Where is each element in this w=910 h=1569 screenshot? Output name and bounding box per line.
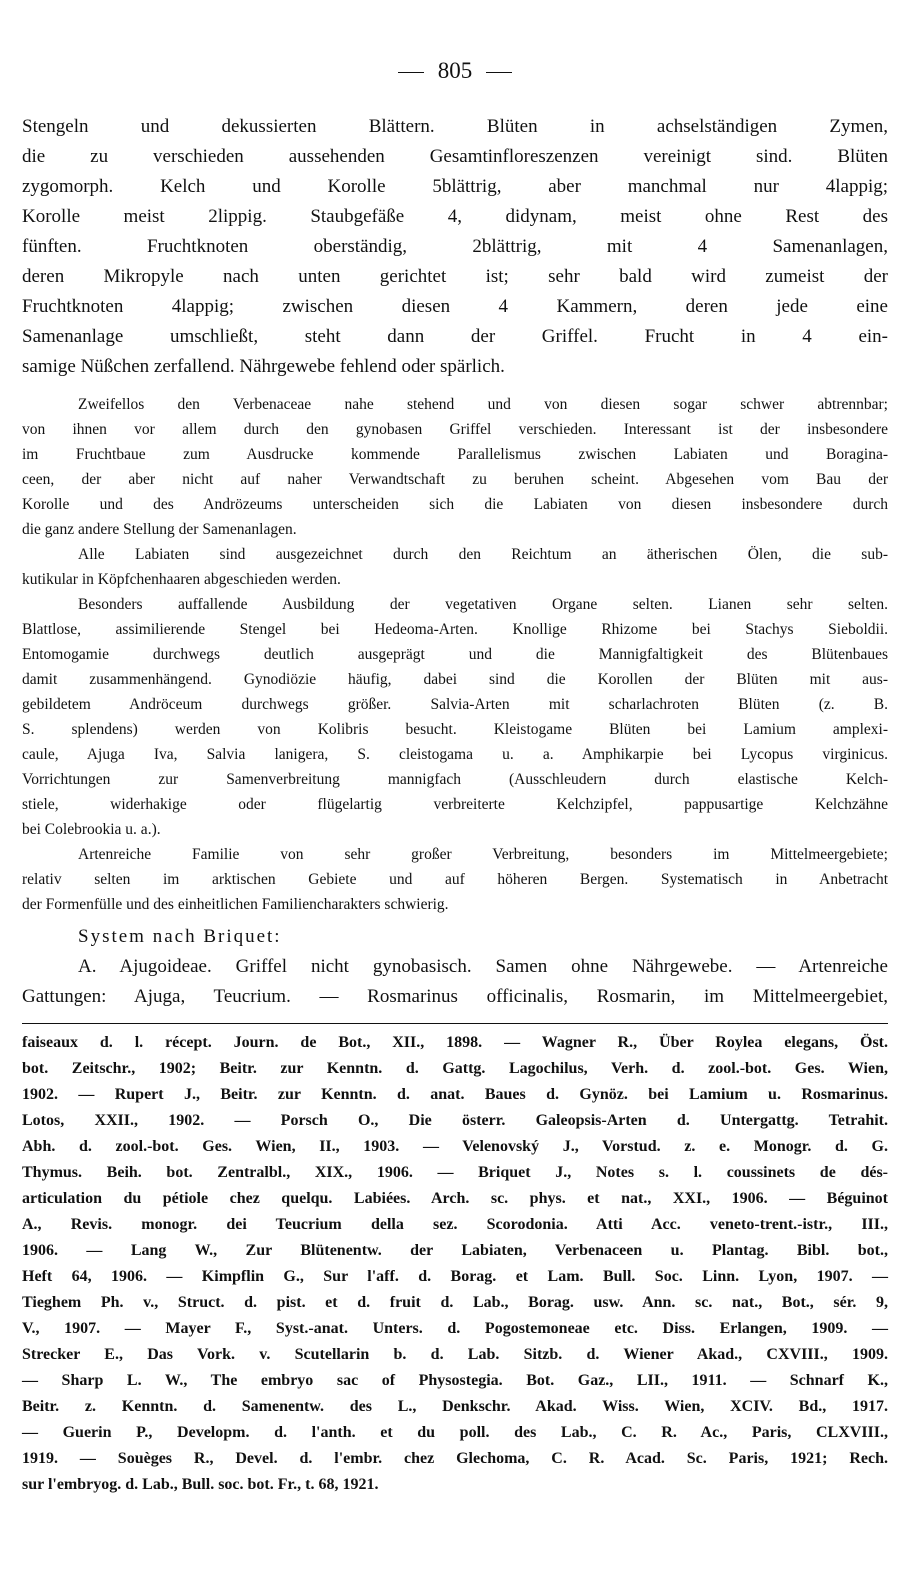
footnote-line: Strecker E., Das Vork. v. Scutellarin b. d. Lab. Sitzb. d. Wiener Akad., CXVIII., 1909. bbox=[22, 1346, 888, 1363]
footnote-line: — Guerin P., Developm. d. l'anth. et du poll. des Lab., C. R. Ac., Paris, CLXVIII., bbox=[22, 1424, 888, 1441]
footnote-line: 1919. — Souèges R., Devel. d. l'embr. chez Glechoma, C. R. Acad. Sc. Paris, 1921; Rech. bbox=[22, 1450, 888, 1467]
footnote-line: 1902. — Rupert J., Beitr. zur Kenntn. d. anat. Baues d. Gynöz. bei Lamium u. Rosmarinus. bbox=[22, 1086, 888, 1103]
paragraph-affinity-line: von ihnen vor allem durch den gynobasen Griffel verschieden. Interessant ist der insbesondere bbox=[22, 421, 888, 438]
paragraph-organs-line: bei Colebrookia u. a.). bbox=[22, 821, 161, 838]
paragraph-distribution-line: der Formenfülle und des einheitlichen Familiencharakters schwierig. bbox=[22, 896, 449, 913]
paragraph-affinity-line: Zweifellos den Verbenaceae nahe stehend und von diesen sogar schwer abtrennbar; bbox=[78, 396, 888, 413]
page-number-header bbox=[0, 56, 910, 86]
text-line: samige Nüßchen zerfallend. Nährgewebe fehlend oder spärlich. bbox=[22, 356, 505, 377]
footnote-line: Lotos, XXII., 1902. — Porsch O., Die österr. Galeopsis-Arten d. Untergattg. Tetrahit. bbox=[22, 1112, 888, 1129]
text-line: die zu verschieden aussehenden Gesamtinfloreszenzen vereinigt sind. Blüten bbox=[22, 146, 888, 167]
paragraph-distribution-line: relativ selten im arktischen Gebiete und auf höheren Bergen. Systematisch in Anbetracht bbox=[22, 871, 888, 888]
paragraph-distribution-line: Artenreiche Familie von sehr großer Verbreitung, besonders im Mittelmeergebiete; bbox=[78, 846, 888, 863]
paragraph-organs-line: Besonders auffallende Ausbildung der vegetativen Organe selten. Lianen sehr selten. bbox=[78, 596, 888, 613]
paragraph-affinity-line: Korolle und des Andrözeums unterscheiden sich die Labiaten von diesen insbesondere durch bbox=[22, 496, 888, 513]
footnote-line: 1906. — Lang W., Zur Blütenentw. der Labiaten, Verbenaceen u. Plantag. Bibl. bot., bbox=[22, 1242, 888, 1259]
footnote-line: Heft 64, 1906. — Kimpflin G., Sur l'aff. d. Borag. et Lam. Bull. Soc. Linn. Lyon, 1907. — bbox=[22, 1268, 888, 1285]
system-heading: System nach Briquet: bbox=[78, 926, 282, 947]
paragraph-organs-line: damit zusammenhängend. Gynodiözie häufig, dabei sind die Korollen der Blüten mit aus- bbox=[22, 671, 888, 688]
text-line: fünften. Fruchtknoten oberständig, 2blättrig, mit 4 Samenanlagen, bbox=[22, 236, 888, 257]
footnote-line: Tieghem Ph. v., Struct. d. pist. et d. fruit d. Lab., Borag. usw. Ann. sc. nat., Bot., sér. 9, bbox=[22, 1294, 888, 1311]
remarks-section bbox=[22, 392, 888, 917]
page-number: 805 bbox=[437, 58, 473, 83]
text-line: Stengeln und dekussierten Blättern. Blüten in achselständigen Zymen, bbox=[22, 116, 888, 137]
system-section bbox=[22, 922, 888, 1012]
text-line: Samenanlage umschließt, steht dann der Griffel. Frucht in 4 ein- bbox=[22, 326, 888, 347]
footnote-line: sur l'embryog. d. Lab., Bull. soc. bot. Fr., t. 68, 1921. bbox=[22, 1476, 379, 1493]
paragraph-oils-line: kutikular in Köpfchenhaaren abgeschieden werden. bbox=[22, 571, 341, 588]
footnote-bibliography bbox=[22, 1030, 888, 1498]
footnote-line: Thymus. Beih. bot. Zentralbl., XIX., 1906. — Briquet J., Notes s. l. coussinets de dés- bbox=[22, 1164, 888, 1181]
paragraph-organs-line: Blattlose, assimilierende Stengel bei Hedeoma-Arten. Knollige Rhizome bei Stachys Sieboldii. bbox=[22, 621, 888, 638]
paragraph-organs-line: caule, Ajuga Iva, Salvia lanigera, S. cleistogama u. a. Amphikarpie bei Lycopus virginicus. bbox=[22, 746, 888, 763]
text-line: Korolle meist 2lippig. Staubgefäße 4, didynam, meist ohne Rest des bbox=[22, 206, 888, 227]
footnote-line: Abh. d. zool.-bot. Ges. Wien, II., 1903. — Velenovský J., Vorstud. z. e. Monogr. d. G. bbox=[22, 1138, 888, 1155]
right-dash bbox=[486, 72, 512, 73]
footnote-line: articulation du pétiole chez quelqu. Labiées. Arch. sc. phys. et nat., XXI., 1906. — Béguinot bbox=[22, 1190, 888, 1207]
paragraph-organs-line: stiele, widerhakige oder flügelartig verbreiterte Kelchzipfel, pappusartige Kelchzähne bbox=[22, 796, 888, 813]
text-line: Fruchtknoten 4lappig; zwischen diesen 4 Kammern, deren jede eine bbox=[22, 296, 888, 317]
footnote-line: faiseaux d. l. récept. Journ. de Bot., XII., 1898. — Wagner R., Über Roylea elegans, Öst. bbox=[22, 1034, 888, 1051]
footnote-line: A., Revis. monogr. dei Teucrium della sez. Scorodonia. Atti Acc. veneto-trent.-istr., III., bbox=[22, 1216, 888, 1233]
paragraph-affinity-line: ceen, der aber nicht auf naher Verwandtschaft zu beruhen scheint. Abgesehen vom Bau der bbox=[22, 471, 888, 488]
subfamily-line: Gattungen: Ajuga, Teucrium. — Rosmarinus officinalis, Rosmarin, im Mittelmeergebiet, bbox=[22, 986, 888, 1007]
left-dash bbox=[398, 72, 424, 73]
family-description bbox=[22, 112, 888, 382]
paragraph-organs-line: Entomogamie durchwegs deutlich ausgeprägt und die Mannigfaltigkeit des Blütenbaues bbox=[22, 646, 888, 663]
subfamily-line: A. Ajugoideae. Griffel nicht gynobasisch. Samen ohne Nährgewebe. — Artenreiche bbox=[78, 956, 888, 977]
paragraph-organs-line: S. splendens) werden von Kolibris besucht. Kleistogame Blüten bei Lamium amplexi- bbox=[22, 721, 888, 738]
footnote-divider bbox=[22, 1023, 888, 1024]
paragraph-affinity-line: im Fruchtbaue zum Ausdrucke kommende Parallelismus zwischen Labiaten und Boragina- bbox=[22, 446, 888, 463]
footnote-line: Beitr. z. Kenntn. d. Samenentw. des L., Denkschr. Akad. Wiss. Wien, XCIV. Bd., 1917. bbox=[22, 1398, 888, 1415]
text-line: deren Mikropyle nach unten gerichtet ist; sehr bald wird zumeist der bbox=[22, 266, 888, 287]
footnote-line: bot. Zeitschr., 1902; Beitr. zur Kenntn. d. Gattg. Lagochilus, Verh. d. zool.-bot. Ges. Wien, bbox=[22, 1060, 888, 1077]
footnote-line: V., 1907. — Mayer F., Syst.-anat. Unters. d. Pogostemoneae etc. Diss. Erlangen, 1909. — bbox=[22, 1320, 888, 1337]
text-line: zygomorph. Kelch und Korolle 5blättrig, aber manchmal nur 4lappig; bbox=[22, 176, 888, 197]
footnote-line: — Sharp L. W., The embryo sac of Physostegia. Bot. Gaz., LII., 1911. — Schnarf K., bbox=[22, 1372, 888, 1389]
paragraph-affinity-line: die ganz andere Stellung der Samenanlagen. bbox=[22, 521, 297, 538]
paragraph-organs-line: Vorrichtungen zur Samenverbreitung mannigfach (Ausschleudern durch elastische Kelch- bbox=[22, 771, 888, 788]
paragraph-organs-line: gebildetem Andröceum durchwegs größer. Salvia-Arten mit scharlachroten Blüten (z. B. bbox=[22, 696, 888, 713]
paragraph-oils-line: Alle Labiaten sind ausgezeichnet durch den Reichtum an ätherischen Ölen, die sub- bbox=[78, 546, 888, 563]
